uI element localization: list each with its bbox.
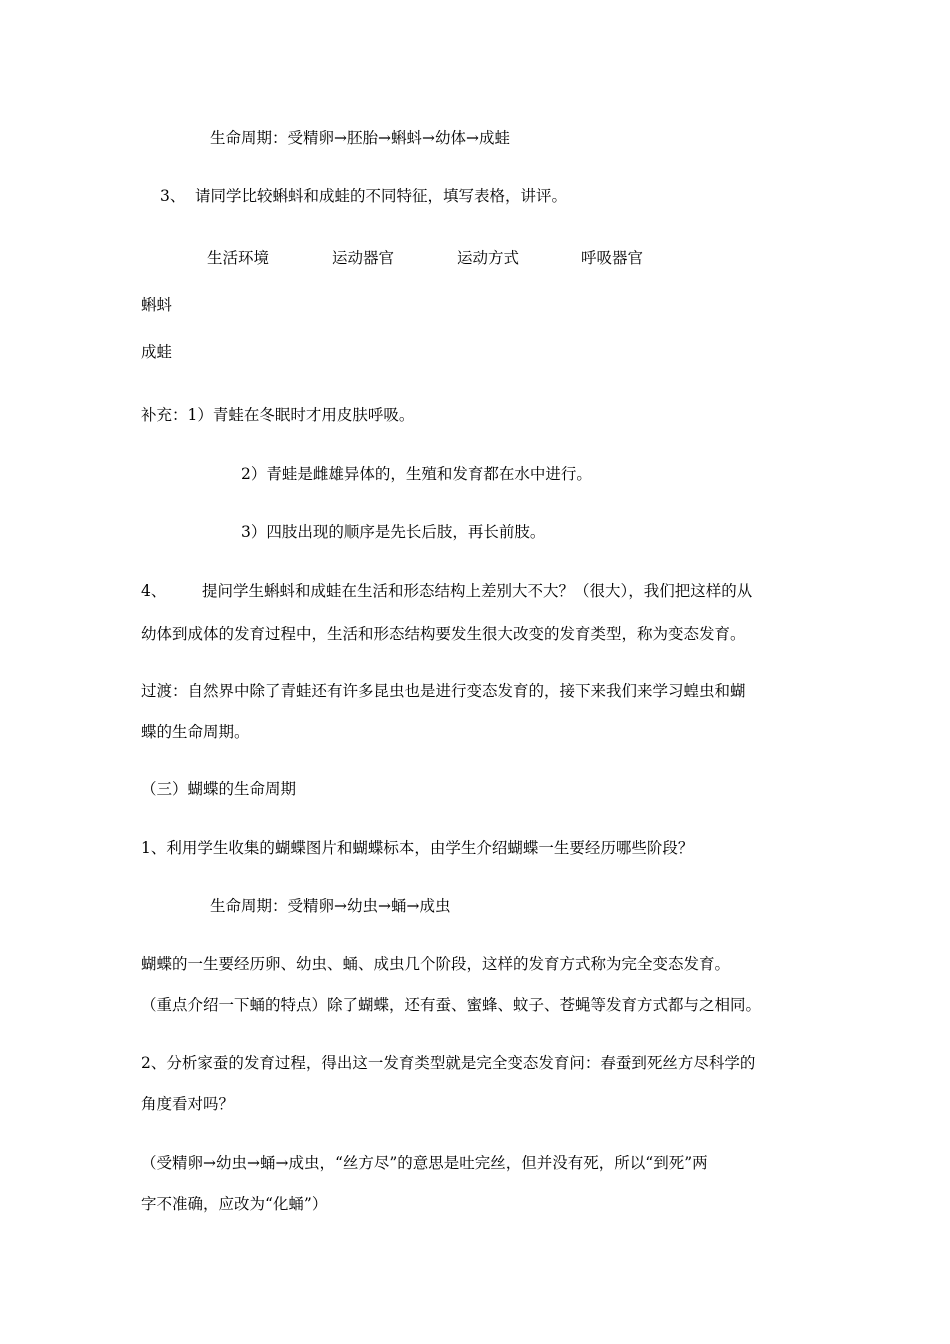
- item4-number: 4、: [141, 582, 167, 600]
- supplement-1: 补充：1）青蛙在冬眠时才用皮肤呼吸。: [141, 406, 415, 424]
- table-row-adult-frog: 成蛙: [141, 343, 173, 361]
- supplement-2: 2）青蛙是雌雄异体的，生殖和发育都在水中进行。: [241, 465, 592, 483]
- question-2-line-2: 角度看对吗？: [141, 1095, 235, 1113]
- butterfly-question-1: 1、利用学生收集的蝴蝶图片和蝴蝶标本，由学生介绍蝴蝶一生要经历哪些阶段？: [141, 839, 694, 857]
- answer-line-2: 字不准确，应改为“化蛹”）: [141, 1195, 328, 1213]
- item4-line-2: 幼体到成体的发育过程中，生活和形态结构要发生很大改变的发育类型，称为变态发育。: [141, 625, 746, 643]
- frog-life-cycle: 生命周期：受精卵→胚胎→蝌蚪→幼体→成蛙: [210, 129, 510, 147]
- supplement-3: 3）四肢出现的顺序是先长后肢，再长前肢。: [241, 523, 546, 541]
- table-header-habitat: 生活环境: [207, 249, 270, 267]
- table-header-locomotion-mode: 运动方式: [457, 249, 520, 267]
- item4-line-1: 提问学生蝌蚪和成蛙在生活和形态结构上差别大不大？（很大），我们把这样的从: [202, 582, 753, 600]
- butterfly-description-1: 蝴蝶的一生要经历卵、幼虫、蛹、成虫几个阶段，这样的发育方式称为完全变态发育。: [141, 955, 731, 973]
- answer-line-1: （受精卵→幼虫→蛹→成虫，“丝方尽”的意思是吐完丝，但并没有死，所以“到死”两: [141, 1154, 708, 1172]
- butterfly-life-cycle: 生命周期：受精卵→幼虫→蛹→成虫: [210, 897, 451, 915]
- question-2-line-1: 2、分析家蚕的发育过程，得出这一发育类型就是完全变态发育问：春蚕到死丝方尽科学的: [141, 1054, 756, 1072]
- item3-number: 3、: [160, 187, 186, 205]
- table-header-locomotor-organ: 运动器官: [332, 249, 395, 267]
- butterfly-description-2: （重点介绍一下蛹的特点）除了蝴蝶，还有蚕、蜜蜂、蚊子、苍蝇等发育方式都与之相同。: [141, 996, 762, 1014]
- transition-line-2: 蝶的生命周期。: [141, 723, 250, 741]
- transition-line-1: 过渡：自然界中除了青蛙还有许多昆虫也是进行变态发育的，接下来我们来学习蝗虫和蝴: [141, 682, 746, 700]
- section-heading-butterfly: （三）蝴蝶的生命周期: [141, 780, 297, 798]
- table-header-respiratory-organ: 呼吸器官: [581, 249, 644, 267]
- item3-text: 请同学比较蝌蚪和成蛙的不同特征，填写表格，讲评。: [195, 187, 568, 205]
- table-row-tadpole: 蝌蚪: [141, 296, 173, 314]
